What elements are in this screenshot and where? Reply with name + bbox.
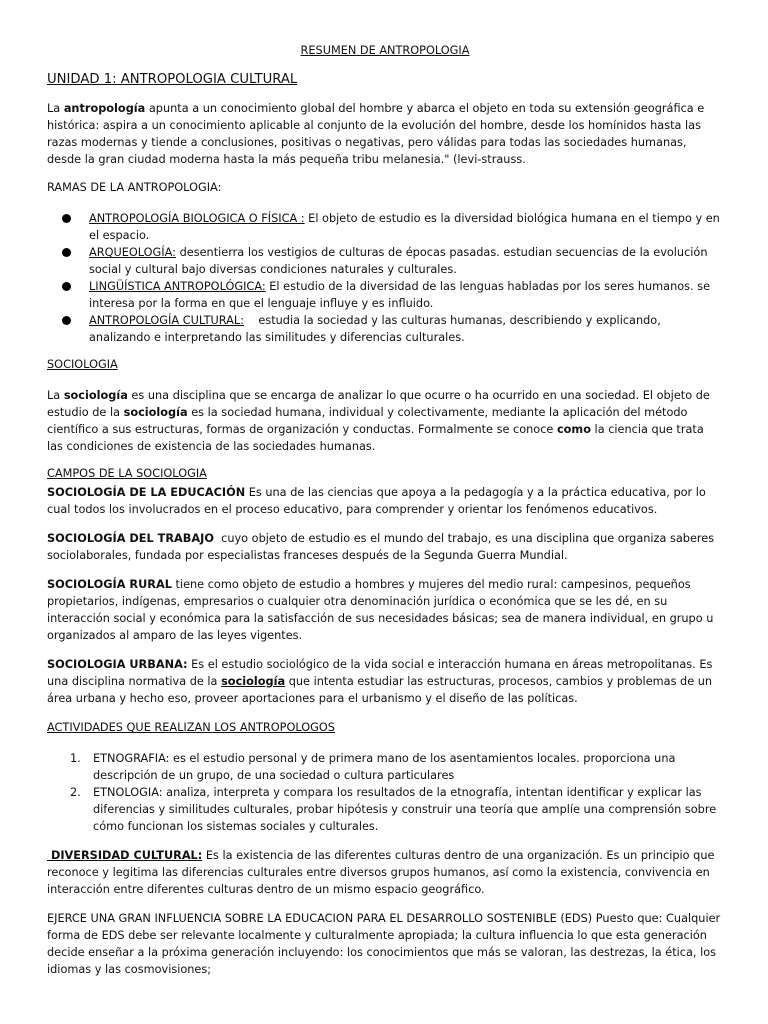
- text-run: es una disciplina que se encarga de analizar lo que ocurre o ha ocurrido en una sociedad. El objeto de estudio de la: [47, 389, 710, 419]
- text-run: Es el estudio sociológico de la vida social e interacción humana en áreas metropolitanas. Es una disciplina normativa de la: [47, 658, 713, 688]
- bold-term: como: [556, 423, 591, 436]
- rama-label: ARQUEOLOGÍA:: [89, 246, 176, 259]
- text-run: la ciencia que trata las condiciones de existencia de las sociedades humanas.: [47, 423, 704, 453]
- ejerce-paragraph: [47, 910, 723, 978]
- list-item: [47, 244, 723, 278]
- ramas-heading: RAMAS DE LA ANTROPOLOGIA:: [47, 181, 222, 194]
- rama-label: ANTROPOLOGÍA CULTURAL:: [89, 314, 244, 327]
- ejerce-text: EJERCE UNA GRAN INFLUENCIA SOBRE LA EDUCACION PARA EL DESARROLLO SOSTENIBLE (EDS) Puesto que: Cualquier forma de EDS debe ser relevante localmente y culturalmente apropiada; la cultura influencia lo que esta generación decide enseñar a la próxima generación incluyendo: los conocimientos que más se valoran, las destrezas, la ética, los idiomas y las cosmovisiones;: [47, 912, 721, 976]
- campo-term: SOCIOLOGÍA RURAL: [47, 578, 172, 591]
- intro-rest: apunta a un conocimiento global del hombre y abarca el objeto en toda su extensión geográfica e histórica: aspira a un conocimiento aplicable al conjunto de la evolución del hombre, desde los homínidos hasta las razas modernas y tiende a conclusiones, positivas o negativas, pero válidas para todas las sociedades humanas, desde la gran ciudad moderna hasta la más pequeña tribu melanesia." (levi-strauss.: [47, 102, 705, 166]
- list-item: [47, 312, 723, 346]
- sociologia-paragraph: [47, 387, 723, 455]
- list-item: [47, 278, 723, 312]
- campo-text: cuyo objeto de estudio es el mundo del trabajo, es una disciplina que organiza saberes sociolaborales, fundada por especialistas franceses después de la Segunda Guerra Mundial.: [47, 532, 718, 562]
- text-run: La: [47, 389, 64, 402]
- campo-term: SOCIOLOGÍA DEL TRABAJO: [47, 532, 214, 545]
- ramas-list: [47, 210, 723, 346]
- bold-term: sociología: [63, 389, 128, 402]
- actividad-text: ETNOLOGIA: analiza, interpreta y compara los resultados de la etnografía, intentan identificar y explicar las diferencias y similitudes culturales, probar hipótesis y construir una teoría que amplíe una comprensión sobre cómo funcionan los sistemas sociales y culturales.: [93, 786, 717, 833]
- list-item: [47, 210, 723, 244]
- bullet-icon: [62, 316, 71, 325]
- campo-text: Es una de las ciencias que apoya a la pedagogía y a la práctica educativa, por lo cual todos los involucrados en el proceso educativo, para comprender y orientar los fenómenos educativos.: [47, 486, 706, 516]
- bold-term: sociología: [123, 406, 188, 419]
- campo-urbana: [47, 656, 723, 707]
- document-title: RESUMEN DE ANTROPOLOGIA: [300, 44, 470, 57]
- diversidad-term: DIVERSIDAD CULTURAL:: [47, 849, 203, 862]
- text-run: es la sociedad humana, individual y colectivamente, mediante la aplicación del método científico a sus estructuras, formas de organización y conductas. Formalmente se conoce: [47, 406, 688, 436]
- rama-text: El estudio de la diversidad de las lenguas habladas por los seres humanos. se interesa por la forma en que el lenguaje influye y es influido.: [89, 280, 711, 310]
- list-number: 1.: [70, 752, 81, 765]
- list-item: [47, 750, 723, 784]
- intro-paragraph: [47, 100, 723, 168]
- rama-label: ANTROPOLOGÍA BIOLOGICA O FÍSICA :: [89, 212, 305, 225]
- unit-heading: UNIDAD 1: ANTROPOLOGIA CULTURAL: [47, 72, 298, 87]
- bold-term: sociología: [221, 675, 286, 688]
- diversidad-text: Es la existencia de las diferentes culturas dentro de una organización. Es un principio que reconoce y legitima las diferencias culturales entre diversos grupos humanos, así como la existencia, convivencia en interacción entre diferentes culturas dentro de un mismo espacio geográfico.: [47, 849, 715, 896]
- rama-label: LINGÜÍSTICA ANTROPOLÓGICA:: [89, 280, 266, 293]
- campos-heading: CAMPOS DE LA SOCIOLOGIA: [47, 467, 207, 480]
- campo-educacion: [47, 484, 723, 518]
- actividades-list: [47, 750, 723, 835]
- intro-term: antropología: [63, 102, 146, 115]
- campo-term: SOCIOLOGIA URBANA:: [47, 658, 188, 671]
- bullet-icon: [62, 282, 71, 291]
- actividades-heading: ACTIVIDADES QUE REALIZAN LOS ANTROPOLOGOS: [47, 721, 335, 734]
- diversidad-paragraph: [47, 847, 723, 898]
- text-run: que intenta estudiar las estructuras, procesos, cambios y problemas de un área urbana y hecho eso, proveer aportaciones para el urbanismo y el diseño de las políticas.: [47, 675, 713, 705]
- bullet-icon: [62, 214, 71, 223]
- list-number: 2.: [70, 786, 81, 799]
- intro-pre: La: [47, 102, 64, 115]
- list-item: [47, 784, 723, 835]
- sociologia-heading: SOCIOLOGIA: [47, 358, 118, 371]
- rama-text: desentierra los vestigios de culturas de épocas pasadas. estudian secuencias de la evolución social y cultural bajo diversas condiciones naturales y culturales.: [89, 246, 708, 276]
- actividad-text: ETNOGRAFIA: es el estudio personal y de primera mano de los asentamientos locales. proporciona una descripción de un grupo, de una sociedad o cultura particulares: [93, 752, 676, 782]
- rama-text: estudia la sociedad y las culturas humanas, describiendo y explicando, analizando e interpretando las similitudes y diferencias culturales.: [89, 314, 665, 344]
- campo-rural: [47, 576, 723, 644]
- campo-term: SOCIOLOGÍA DE LA EDUCACIÓN: [47, 486, 246, 499]
- rama-text: El objeto de estudio es la diversidad biológica humana en el tiempo y en el espacio.: [89, 212, 720, 242]
- campo-text: tiene como objeto de estudio a hombres y mujeres del medio rural: campesinos, pequeños propietarios, indígenas, empresarios o cualquier otra denominación jurídica o económica que se les dé, en su interacción social y económica para la satisfacción de sus necesidades básicas; sea de manera individual, en grupo u organizados al amparo de las leyes vigentes.: [47, 578, 714, 642]
- campo-trabajo: [47, 530, 723, 564]
- bullet-icon: [62, 248, 71, 257]
